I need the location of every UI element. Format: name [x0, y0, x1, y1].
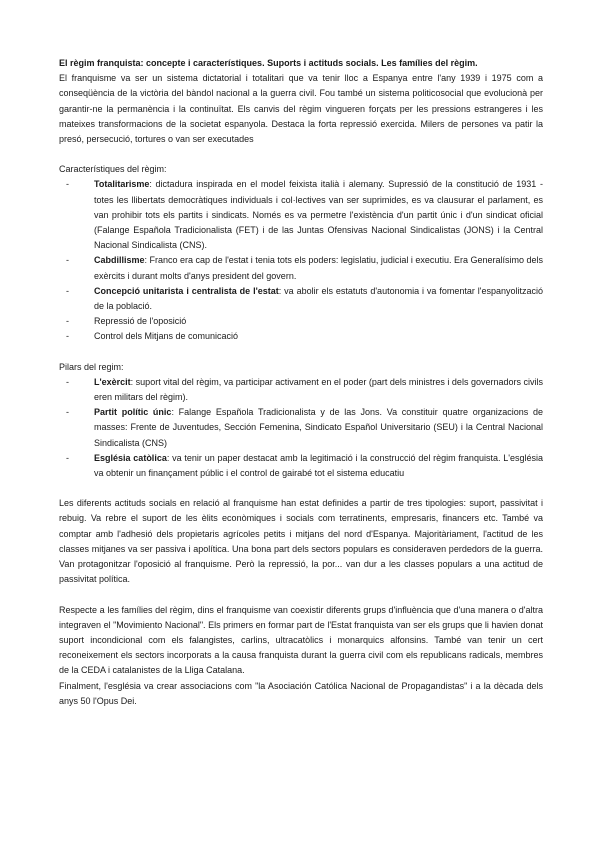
list-item-text: : va tenir un paper destacat amb la legitimació i la construcció del règim franquista. L'església va obtenir un finançament públic i el control de gairabé tot el sistema educatiu: [94, 452, 543, 479]
list-item-text: : suport vital del règim, va participar activament en el poder (part dels ministres i dels governadors civils eren militars del règim).: [94, 376, 543, 403]
list-item-term: L'exèrcit: [94, 376, 131, 387]
families-paragraph: Respecte a les famílies del règim, dins el franquisme van coexistir diferents grups d'influència que d'una manera o d'altra integraven el "Movimiento Nacional". Els primers en formar part de l'Estat franquista van ser els grups que li havien donat suport incondicional com els falangistes, carlins, ultracatòlics i monarquics alfonsins. També van tenir un cert reconeixement els sectors incorporats a la causa franquista durant la guerra civil com els republicans radicals, membres de la CEDA i catalanistes de la Lliga Catalana.: [59, 604, 543, 676]
pillars-heading: Pilars del regim:: [59, 361, 124, 372]
list-item: [59, 329, 543, 344]
list-item: [59, 177, 543, 253]
characteristics-list: [59, 177, 543, 344]
list-item: [59, 451, 543, 481]
spacer: [59, 481, 543, 496]
list-item-term: Cabdillisme: [94, 255, 145, 266]
list-item: [59, 405, 543, 451]
document-page: [59, 56, 543, 709]
spacer: [59, 147, 543, 162]
list-item: [59, 284, 543, 314]
list-item-term: Partit polític únic: [94, 407, 172, 418]
list-item-text: : Falange Española Tradicionalista y de las Jons. Va constituir quatre organizacions de masses: Frente de Juventudes, Sección Femenina, Sindicato Español Universitario (SEU) i la Central Nacional Sindicalista (CNS): [94, 407, 543, 448]
list-item-term: Església catòlica: [94, 452, 167, 463]
families-closing-paragraph: Finalment, l'església va crear associacions com "la Asociación Católica Nacional de Propagandistas" i a la dècada dels anys 50 l'Opus Dei.: [59, 680, 543, 706]
list-item-text: : Franco era cap de l'estat i tenia tots els poders: legislatiu, judicial i executiu. Era Generalísimo dels exèrcits i durant molts d'anys president del govern.: [94, 255, 543, 281]
pillars-list: [59, 375, 543, 481]
list-item-text: : va abolir els estatuts d'autonomia i va fomentar l'espanyolització de la població.: [94, 285, 544, 312]
characteristics-heading: Característiques del règim:: [59, 164, 167, 175]
spacer: [59, 588, 543, 603]
list-item-term: Totalitarisme: [94, 179, 150, 190]
document-title: El règim franquista: concepte i característiques. Suports i actituds socials. Les famílies del règim.: [59, 58, 478, 68]
list-item-term: Concepció unitarista i centralista de l'estat: [94, 285, 279, 296]
list-item-text: Control dels Mitjans de comunicació: [94, 331, 239, 342]
list-item: [59, 375, 543, 405]
intro-paragraph: El franquisme va ser un sistema dictatorial i totalitari que va tenir lloc a Espanya entre l'any 1939 i 1975 com a conseqüència de la victòria del bàndol nacional a la guerra civil. Fou també un sistema politicosocial que evolucionà per garantir-ne la permanència i la continuïtat. Els canvis del règim vingueren forçats per les pressions estrangeres i les mateixes transformacions de la societat espanyola. Destaca la forta repressió exercida. Milers de persones va patir la presó, persecució, tortures o van ser executades: [59, 73, 543, 145]
list-item: [59, 314, 543, 329]
list-item-text: Repressió de l'oposició: [94, 316, 187, 327]
list-item-text: : dictadura inspirada en el model feixista italià i alemany. Supressió de la constitució de 1931 - totes les llibertats democràtiques individuals i col·lectives van ser suprimides, es va clausurar el parlament, es van prohibir tots els partits i sindicats. Només es va permetre l'existència d'un partit únic i d'un sindicat oficial (Falange Española Tradicionalista (FET) i de las Juntas Ofensivas Nacional Sindicalistas (JONS) i la Central Nacional Sindicalista (CNS).: [94, 179, 543, 251]
list-item: [59, 253, 543, 283]
spacer: [59, 345, 543, 360]
attitudes-paragraph: Les diferents actituds socials en relació al franquisme han estat definides a partir de tres tipologies: suport, passivitat i rebuig. Va rebre el suport de les èlits econòmiques i socials com terratinents, empresaris, financers etc. També va comptar amb l'adhesió dels propietaris agrícoles petits i mitjans del nord d'Espanya. Majoritàriament, l'actitud de les classes mitjanes va ser passiva i apolítica. Una bona part dels sectors populars es consideraven perdedors de la guerra. Van protagonitzar l'oposició al franquisme. Però la repressió, la por... van dur a les classes populars a una actitud de passivitat política.: [59, 498, 543, 585]
